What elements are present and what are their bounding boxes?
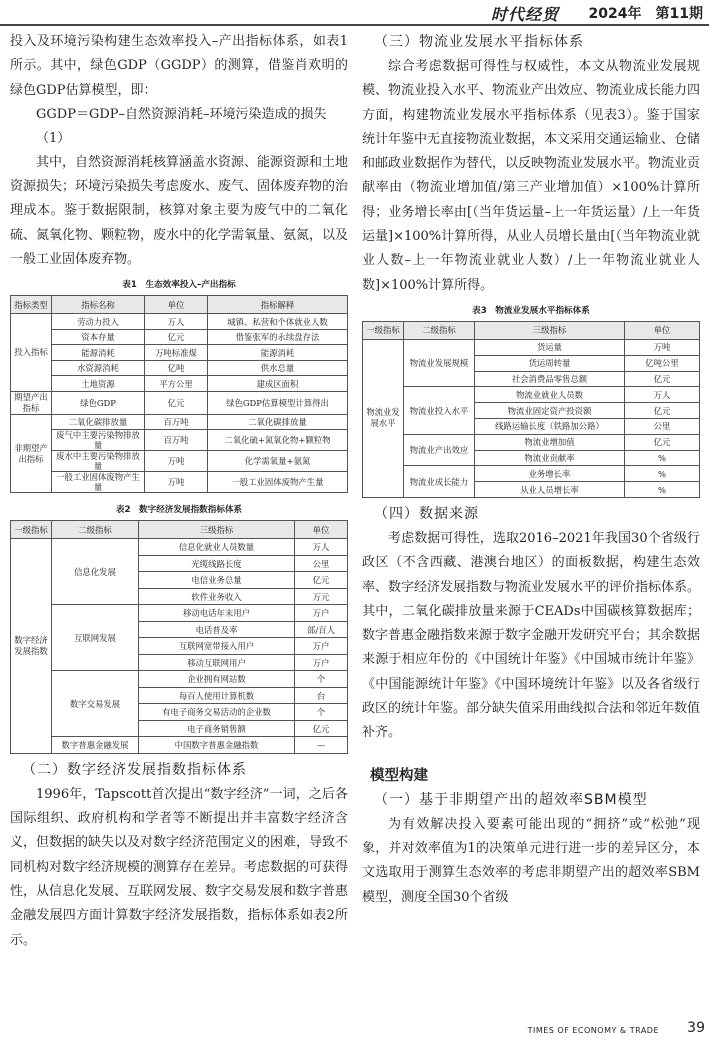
table-row <box>11 671 348 688</box>
table-cell: 万户 <box>295 638 348 655</box>
table-cell: 能源消耗 <box>52 345 145 361</box>
table2-caption: 表2 数字经济发展指数指标体系 <box>115 505 243 516</box>
table-cell: 能源消耗 <box>208 345 348 361</box>
table-row <box>11 451 348 472</box>
table-cell: 亿元 <box>625 434 700 450</box>
table-row <box>363 387 700 403</box>
table-cell: 业务增长率 <box>475 466 625 482</box>
table-row <box>363 434 700 450</box>
table-cell: 物流业就业人员数 <box>475 387 625 403</box>
table-cell: % <box>625 450 700 466</box>
right-column <box>362 30 700 910</box>
table-cell: 万吨 <box>145 451 208 472</box>
table-cell: 废气中主要污染物排放量 <box>52 430 145 451</box>
table-cell: 亿元 <box>295 720 348 737</box>
table-cell: 绿色GDP <box>52 391 145 414</box>
table-cell: 有电子商务交易活动的企业数 <box>139 704 295 721</box>
table-row <box>11 345 348 361</box>
table-cell: 互联网发展 <box>52 605 139 671</box>
table-cell: 部/百人 <box>295 621 348 638</box>
table-cell: 平方公里 <box>145 376 208 392</box>
section-heading: （二）数字经济发展指数指标体系 <box>22 761 247 778</box>
section-heading: （三）物流业发展水平指标体系 <box>374 34 584 50</box>
table-cell: 万吨 <box>625 339 700 355</box>
table-cell: 个 <box>295 704 348 721</box>
table1-caption: 表1 生态效率投入–产出指标 <box>122 280 236 291</box>
table-cell: 软件业务收入 <box>139 588 295 605</box>
table-cell: 二氧化碳排放量 <box>52 414 145 430</box>
table-header: 单位 <box>295 521 348 539</box>
table-cell: 公里 <box>625 418 700 434</box>
table-cell: 供水总量 <box>208 360 348 376</box>
table-cell: 亿元 <box>145 391 208 414</box>
paragraph: 为有效解决投入要素可能出现的“拥挤”或“松弛”现象，并对效率值为1的决策单元进行进一步的差异区分，本文选取用于测算生态效率的考虑非期望产出的超效率SBM模型，测度全国30个省级 <box>362 816 700 905</box>
table-cell: 物流业产出效应 <box>404 434 475 466</box>
table-header: 指标解释 <box>208 296 348 314</box>
table-row <box>11 376 348 392</box>
header-rule <box>0 24 709 26</box>
table-cell: 电子商务销售额 <box>139 720 295 737</box>
table-cell: 二氧化碳排放量 <box>208 414 348 430</box>
footer-journal: TIMES OF ECONOMY & TRADE <box>527 1026 659 1035</box>
table-cell: 数字普惠金融发展 <box>52 737 139 754</box>
table-header: 一级指标 <box>11 521 52 539</box>
page-header <box>0 0 709 24</box>
table-cell: 亿吨 <box>145 360 208 376</box>
table-cell: 非期望产出指标 <box>11 414 52 493</box>
table-cell: 废水中主要污染物排放量 <box>52 451 145 472</box>
table-cell: 劳动力投入 <box>52 314 145 330</box>
page-number: 39 <box>687 1020 705 1036</box>
table-cell: 亿元 <box>145 329 208 345</box>
table-cell: 物流业发展水平 <box>363 339 404 497</box>
table-cell: 从业人员增长率 <box>475 482 625 498</box>
table-cell: 百万吨 <box>145 430 208 451</box>
table-cell: 物流业固定资产投资额 <box>475 403 625 419</box>
table-cell: 土地资源 <box>52 376 145 392</box>
table-header: 二级指标 <box>52 521 139 539</box>
table-cell: 光缆线路长度 <box>139 555 295 572</box>
table-cell: 移动互联网用户 <box>139 654 295 671</box>
table-cell: 个 <box>295 671 348 688</box>
table-row <box>11 414 348 430</box>
section-heading: （一）基于非期望产出的超效率SBM模型 <box>374 791 648 808</box>
table-cell: 绿色GDP估算模型计算得出 <box>208 391 348 414</box>
table-cell: 电信业务总量 <box>139 572 295 589</box>
journal-name: 时代经贸 <box>490 5 559 24</box>
table-cell: 互联网宽带接入用户 <box>139 638 295 655</box>
paragraph: 1996年，Tapscott首次提出“数字经济”一词，之后各国际组织、政府机构和学者等不断提出并丰富数字经济含义，但数据的缺失以及对数字经济范围定义的困难，导致不同机构对数字经济规模的测算存在差异。考虑数据的可获得性，从信息化发展、互联网发展、数字交易发展和数字普惠金融发展四方面计算数字经济发展指数，指标体系如表2所示。 <box>10 786 349 948</box>
table-cell: 物流业发展规模 <box>404 339 475 386</box>
paragraph: 综合考虑数据可得性与权威性，本文从物流业发展规模、物流业投入水平、物流业产出效应、物流业成长能力四方面，构建物流业发展水平指标体系（见表3）。鉴于国家统计年鉴中无直接物流业数据，本文采用交通运输业、仓储和邮政业数据作为替代，以反映物流业发展水平。物流业贡献率由（物流业增加值/第三产业增加值）×100%计算所得；业务增长率由[（当年货运量–上一年货运量）/上一年货运量]×100%计算所得，从业人员增长量由[（当年物流业就业人数–上一年物流业就业人数）/上一年物流业就业人数]×100%计算所得。 <box>362 59 701 293</box>
paragraph: 投入及环境污染构建生态效率投入–产出指标体系，如表1所示。其中，绿色GDP（GGDP）的测算，借鉴肖欢明的绿色GDP估算模型，即： <box>10 34 348 98</box>
table-cell: 万户 <box>295 605 348 622</box>
table-row <box>363 466 700 482</box>
table-cell: 亿吨公里 <box>625 355 700 371</box>
table-cell: 城镇、私营和个体就业人数 <box>208 314 348 330</box>
table-cell: % <box>625 466 700 482</box>
table-row <box>11 314 348 330</box>
table-header: 二级指标 <box>404 321 475 339</box>
table-cell: 百万吨 <box>145 414 208 430</box>
paragraph: 考虑数据可得性，选取2016–2021年我国30个省级行政区（不含西藏、港澳台地区）的面板数据，构建生态效率、数字经济发展指数与物流业发展水平的评价指标体系。其中，二氧化碳排放量来源于CEADs中国碳核算数据库；数字普惠金融指数来源于数字金融开发研究平台；其余数据来源于相应年份的《中国统计年鉴》《中国城市统计年鉴》《中国能源统计年鉴》《中国环境统计年鉴》以及各省级行政区的统计年鉴。部分缺失值采用曲线拟合法和邻近年数值补齐。 <box>362 530 701 741</box>
table-cell: 移动电话年末用户 <box>139 605 295 622</box>
table-header: 一级指标 <box>363 321 404 339</box>
table-cell: 亿元 <box>625 371 700 387</box>
table-cell: 物流业投入水平 <box>404 387 475 434</box>
table-cell: 资本存量 <box>52 329 145 345</box>
table1 <box>10 295 348 493</box>
table3 <box>362 321 700 498</box>
table-header: 三级指标 <box>139 521 295 539</box>
table-cell: 一般工业固体废物产生量 <box>52 472 145 493</box>
table-cell: 中国数字普惠金融指数 <box>139 737 295 754</box>
table-cell: 二氧化硫+氮氧化物+颗粒物 <box>208 430 348 451</box>
table-cell: 建成区面积 <box>208 376 348 392</box>
table-cell: 亿元 <box>625 403 700 419</box>
paragraph: 其中，自然资源消耗核算涵盖水资源、能源资源和土地资源损失；环境污染损失考虑废水、废气、固体废弃物的治理成本。鉴于数据限制，核算对象主要为废气中的二氧化硫、氮氧化物、颗粒物，废水中的化学需氧量、氨氮，以及一般工业固体废弃物。 <box>10 154 349 268</box>
table-row <box>363 339 700 355</box>
table-row <box>11 430 348 451</box>
table-cell: 线路运输长度（铁路加公路） <box>475 418 625 434</box>
table-cell: 信息化发展 <box>52 539 139 605</box>
equation-1: GGDP＝GDP–自然资源消耗–环境污染造成的损失（1） <box>36 106 327 146</box>
table-cell: 公里 <box>295 555 348 572</box>
table-cell: 物流业贡献率 <box>475 450 625 466</box>
table-header: 单位 <box>145 296 208 314</box>
table2 <box>10 520 348 754</box>
table-cell: 借鉴张军的永续盘存法 <box>208 329 348 345</box>
chapter-heading: 模型构建 <box>370 767 428 784</box>
table-cell: 万人 <box>295 539 348 556</box>
table-cell: 万人 <box>145 314 208 330</box>
section-heading: （四）数据来源 <box>374 505 479 522</box>
issue-number: 2024年 第11期 <box>588 6 703 22</box>
table-cell: 台 <box>295 687 348 704</box>
table-cell: 信息化就业人员数量 <box>139 539 295 556</box>
table-row <box>11 605 348 622</box>
table-cell: 水资源消耗 <box>52 360 145 376</box>
table3-caption: 表3 物流业发展水平指标体系 <box>472 305 590 316</box>
table-header: 指标名称 <box>52 296 145 314</box>
table-cell: 物流业成长能力 <box>404 466 475 498</box>
table-cell: 投入指标 <box>11 314 52 392</box>
table-cell: 一般工业固体废物产生量 <box>208 472 348 493</box>
table-cell: 万吨标准煤 <box>145 345 208 361</box>
table-cell: 每百人使用计算机数 <box>139 687 295 704</box>
table-cell: 万人 <box>625 387 700 403</box>
table-cell: 货运量 <box>475 339 625 355</box>
table-header: 指标类型 <box>11 296 52 314</box>
table-cell: 物流业增加值 <box>475 434 625 450</box>
table-row <box>11 472 348 493</box>
table-row <box>11 539 348 556</box>
table-cell: 期望产出指标 <box>11 391 52 414</box>
table-cell: 社会消费品零售总额 <box>475 371 625 387</box>
table-row <box>11 391 348 414</box>
table-cell: 货运周转量 <box>475 355 625 371</box>
table-cell: 数字经济发展指数 <box>11 539 52 754</box>
table-cell: % <box>625 482 700 498</box>
table-cell: 万户 <box>295 654 348 671</box>
table-cell: 数字交易发展 <box>52 671 139 737</box>
table-cell: 电话普及率 <box>139 621 295 638</box>
table-row <box>11 360 348 376</box>
table-cell: — <box>295 737 348 754</box>
table-cell: 亿元 <box>295 572 348 589</box>
table-cell: 万吨 <box>145 472 208 493</box>
table-cell: 企业拥有网站数 <box>139 671 295 688</box>
table-header: 单位 <box>625 321 700 339</box>
table-cell: 化学需氧量+氨氮 <box>208 451 348 472</box>
table-header: 三级指标 <box>475 321 625 339</box>
left-column <box>10 30 348 953</box>
table-cell: 万元 <box>295 588 348 605</box>
table-row <box>11 329 348 345</box>
table-row <box>11 737 348 754</box>
